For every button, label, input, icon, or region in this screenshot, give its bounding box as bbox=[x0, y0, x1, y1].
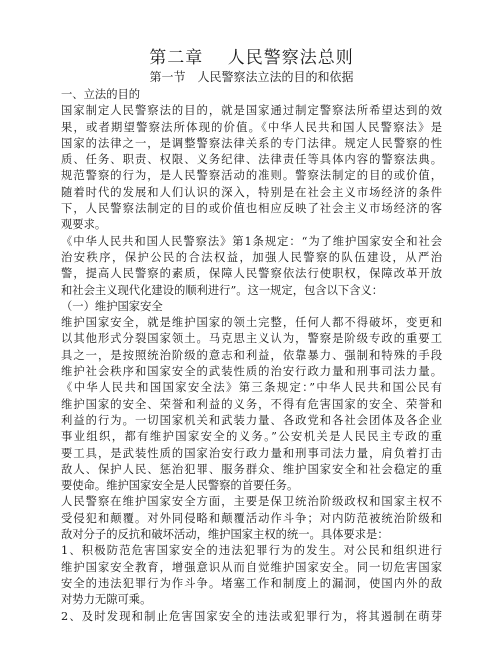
document-body bbox=[61, 87, 442, 625]
paragraph-line: 《中华人民共和国国家安全法》第三条规定：”中华人民共和国公民有 bbox=[61, 381, 442, 395]
section-title: 第一节 人民警察法立法的目的和依据 bbox=[149, 70, 354, 84]
paragraph-line: 维护国家安全教育，增强意识从而自觉维护国家安全。同一切危害国家 bbox=[61, 560, 442, 574]
paragraph-line: 以其他形式分裂国家领土。马克思主义认为，警察是阶级专政的重要工 bbox=[61, 332, 442, 346]
section-heading-line: （一）维护国家安全 bbox=[61, 299, 163, 313]
paragraph-line: 对势力无隙可乘。 bbox=[61, 593, 152, 607]
paragraph-line: 受侵犯和颠覆。对外同侵略和颠覆活动作斗争；对内防范被统治阶级和 bbox=[61, 511, 442, 525]
section-heading-line: 一、立法的目的 bbox=[61, 88, 141, 101]
paragraph-line: 《中华人民共和国人民警察法》第1条规定：“为了维护国家安全和社会 bbox=[61, 234, 442, 248]
paragraph-line: 要工具，是武装性质的国家治安行政力量和刑事司法力量，肩负着打击 bbox=[61, 446, 442, 460]
paragraph-line: 随着时代的发展和人们认识的深入，特别是在社会主义市场经济的条件 bbox=[61, 185, 442, 199]
paragraph-line: 敌人、保护人民、惩治犯罪、服务群众、维护国家安全和社会稳定的重 bbox=[61, 462, 442, 476]
paragraph-line: 规范警察的行为，是人民警察活动的准则。警察法制定的目的或价值， bbox=[61, 169, 442, 183]
paragraph-line: 维护社会秩序和国家安全的武装性质的治安行政力量和刑事司法力量。 bbox=[61, 365, 442, 379]
paragraph-line: 敌对分子的反抗和破坏活动，维护国家主权的统一。具体要求是： bbox=[61, 528, 389, 542]
paragraph-line: 国家制定人民警察法的目的，就是国家通过制定警察法所希望达到的效 bbox=[61, 104, 442, 118]
paragraph-line: 质、任务、职责、权限、义务纪律、法律责任等具体内容的警察法典。 bbox=[61, 153, 442, 167]
paragraph-line: 下，人民警察法制定的目的或价值也相应反映了社会主义市场经济的客 bbox=[61, 202, 442, 216]
paragraph-line: 观要求。 bbox=[61, 218, 107, 232]
paragraph-line: 利益的行为。一切国家机关和武装力量、各政党和各社会团体及各企业 bbox=[61, 413, 442, 427]
chapter-title: 第二章 人民警察法总则 bbox=[149, 48, 354, 68]
paragraph-line: 1、积极防范危害国家安全的违法犯罪行为的发生。对公民和组织进行 bbox=[61, 544, 442, 558]
paragraph-line: 警，提高人民警察的素质，保障人民警察依法行使职权，保障改革开放 bbox=[61, 267, 442, 281]
paragraph-line: 事业组织，都有维护国家安全的义务。”公安机关是人民民主专政的重 bbox=[61, 430, 442, 444]
document-page bbox=[61, 48, 442, 625]
paragraph-line: 人民警察在维护国家安全方面，主要是保卫统治阶级政权和国家主权不 bbox=[61, 495, 442, 509]
paragraph-line: 2、及时发现和制止危害国家安全的违法或犯罪行为，将其遏制在萌芽 bbox=[61, 609, 442, 623]
paragraph-line: 安全的违法犯罪行为作斗争。堵塞工作和制度上的漏洞，使国内外的敌 bbox=[61, 576, 442, 590]
paragraph-line: 要使命。维护国家安全是人民警察的首要任务。 bbox=[61, 479, 299, 493]
paragraph-line: 果，或者期望警察法所体现的价值。《中华人民共和国人民警察法》是 bbox=[61, 120, 442, 134]
paragraph-line: 和社会主义现代化建设的顺利进行”。这一规定，包含以下含义： bbox=[61, 283, 384, 297]
paragraph-line: 国家的法律之一，是调整警察法律关系的专门法律。规定人民警察的性 bbox=[61, 136, 442, 150]
paragraph-line: 治安秩序，保护公民的合法权益，加强人民警察的队伍建设，从严治 bbox=[61, 250, 442, 264]
paragraph-line: 维护国家安全，就是维护国家的领土完整，任何人都不得破坏，变更和 bbox=[61, 316, 442, 330]
paragraph-line: 维护国家的安全、荣誉和利益的义务，不得有危害国家的安全、荣誉和 bbox=[61, 397, 442, 411]
paragraph-line: 具之一，是按照统治阶级的意志和利益，依靠暴力、强制和特殊的手段 bbox=[61, 348, 442, 362]
